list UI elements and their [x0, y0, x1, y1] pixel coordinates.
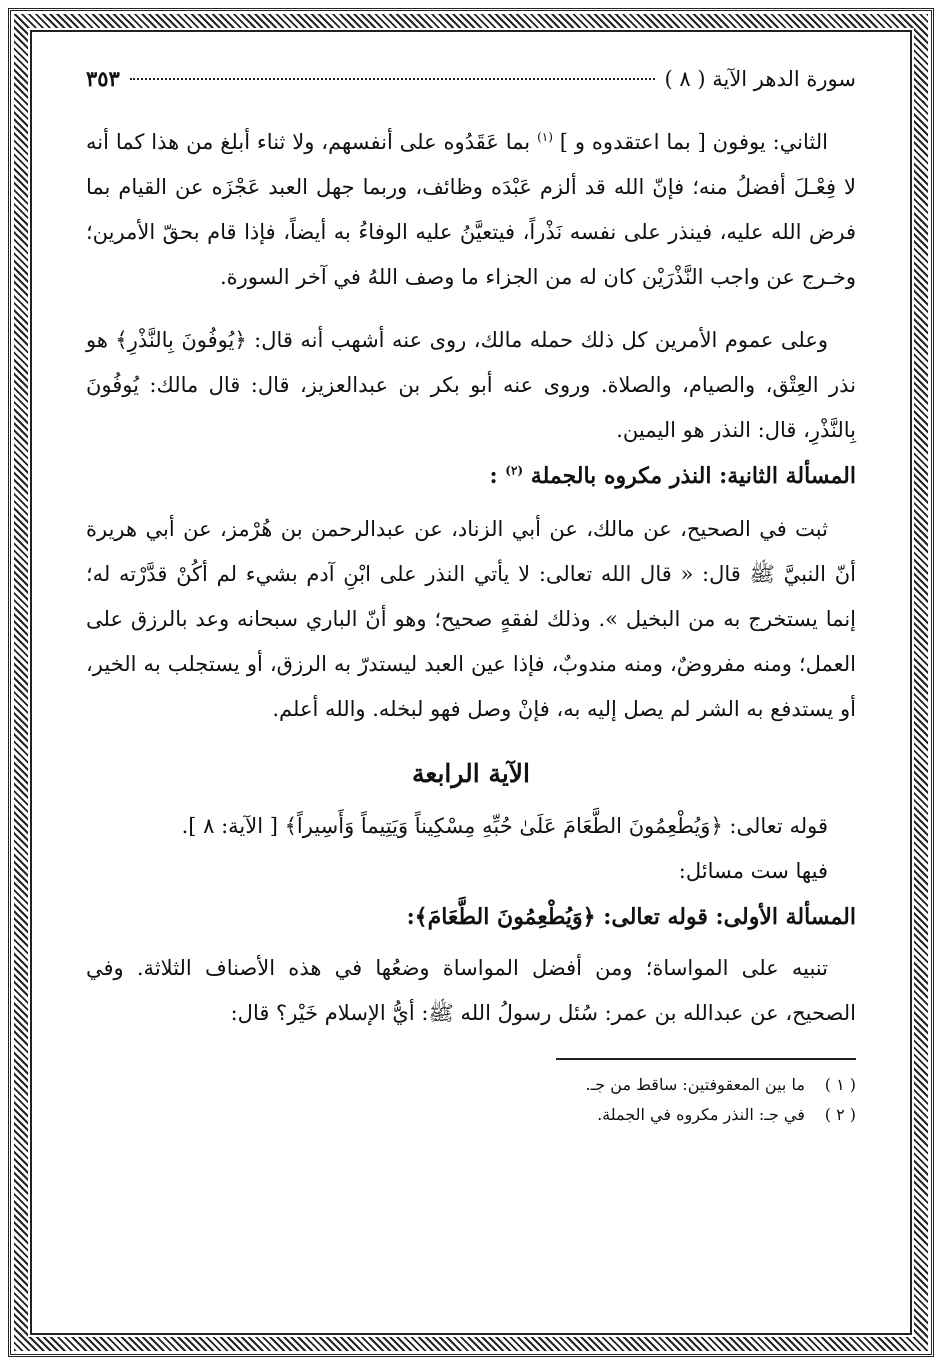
- heading-second-issue-colon: :: [489, 463, 498, 489]
- paragraph-3: ثبت في الصحيح، عن مالك، عن أبي الزناد، عن عبدالرحمن بن هُرْمز، عن أبي هريرة أنّ النبيَّ ﷺ قال: « قال الله تعالى: لا يأتي النذر على ابْنِ آدم بشيء لم أكُنْ قدَّرْته له؛ إنما يستخرج به من البخيل ». وذلك لفقهٍ صحيح؛ وهو أنّ الباري سبحانه وعد بالرزق على العمل؛ ومنه مفروضٌ، ومنه مندوبٌ، فإذا عين العبد ليستدرّ به الرزق، أو يستجلب به الخير، أو يستدفع به الشر لم يصل إليه به، فإنْ وصل فهو لبخله. والله أعلم.: [86, 517, 856, 721]
- heading-second-issue: [86, 453, 856, 499]
- footnote-2-text: في جـ: النذر مكروه في الجملة.: [597, 1105, 805, 1124]
- paragraph-2: وعلى عموم الأمرين كل ذلك حمله مالك، روى عنه أشهب أنه قال: ﴿يُوفُونَ بِالنَّذْرِ﴾ هو نذر العِتْق، والصيام، والصلاة. وروى عنه أبو بكر بن عبدالعزيز، قال: قال مالك: يُوفُونَ بِالنَّذْرِ، قال: النذر هو اليمين.: [86, 328, 856, 442]
- heading-first-issue: المسألة الأولى: قوله تعالى: ﴿وَيُطْعِمُونَ الطَّعَامَ﴾:: [406, 904, 856, 930]
- verse-paragraph: قوله تعالى: ﴿وَيُطْعِمُونَ الطَّعَامَ عَلَىٰ حُبِّهِ مِسْكِيناً وَيَتِيماً وَأَسِيراً﴾ [ الآية: ٨ ].: [181, 814, 828, 838]
- paragraph-1-start: الثاني: يوفون [ بما اعتقدوه و ]: [559, 130, 828, 154]
- footnote-2-number: ( ٢ ): [824, 1105, 856, 1124]
- paragraph-1-rest: بما عَقَدُوه على أنفسهم، ولا ثناء أبلغ من هذا كما أنه لا فِعْـلَ أفضلُ منه؛ فإنّ الله قد ألزم عَبْدَه وظائف، وربما جهل العبد عَجْزَه عن القيام بما فرض الله عليه، فينذر على نفسه نَذْراً، فيتعيَّنُ عليه الوفاءُ به أيضاً، فإذا قام بحقّ الأمرين؛ وخـرج عن واجب النَّذْرَيْن كان له من الجزاء ما وصف اللهُ في آخر السورة.: [86, 130, 856, 289]
- paragraph-6: تنبيه على المواساة؛ ومن أفضل المواساة وضعُها في هذه الأصناف الثلاثة. وفي الصحيح، عن عبدالله بن عمر: سُئل رسولُ الله ﷺ: أيُّ الإسلام خَيْر؟ قال:: [86, 956, 856, 1025]
- heading-second-issue-text: المسألة الثانية: النذر مكروه بالجملة: [530, 463, 856, 489]
- paragraph-1: [86, 120, 856, 300]
- running-header: [86, 66, 856, 102]
- footnote-1-number: ( ١ ): [824, 1075, 856, 1094]
- paragraph-issues-count: فيها ست مسائل:: [678, 859, 828, 883]
- footnote-2: [86, 1100, 856, 1130]
- footnote-1-text: ما بين المعقوفتين: ساقط من جـ.: [585, 1075, 805, 1094]
- section-title: الآية الرابعة: [412, 759, 530, 788]
- footnote-ref-1: (١): [537, 130, 553, 144]
- header-title: سورة الدهر الآية ( ٨ ): [664, 67, 856, 91]
- footnote-separator: [556, 1058, 856, 1060]
- footnote-ref-2: (٢): [505, 463, 524, 478]
- footnote-1: [86, 1070, 856, 1100]
- header-dot-leader: [130, 78, 655, 80]
- book-page: [86, 60, 856, 1310]
- page-number: ٣٥٣: [86, 66, 120, 91]
